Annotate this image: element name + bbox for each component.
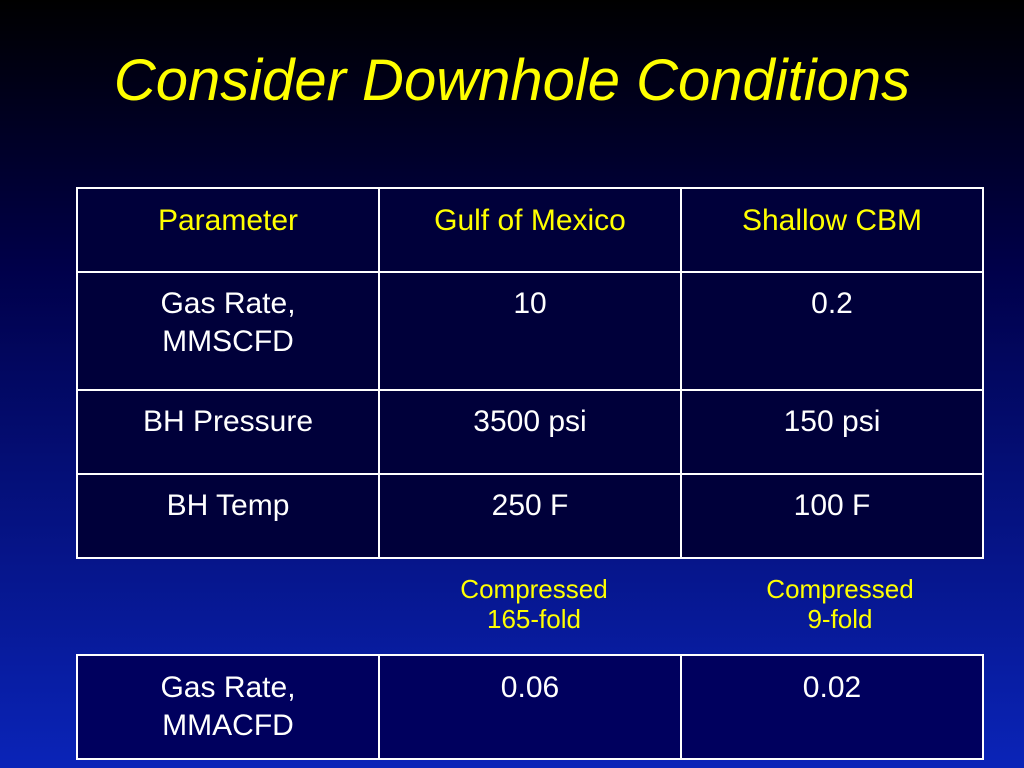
actual-rate-table — [76, 654, 984, 760]
table-row-gas-rate-actual — [77, 655, 983, 759]
cell-cbm-value: 100 F — [681, 474, 983, 558]
parameter-line-2: MMACFD — [162, 709, 294, 742]
header-parameter: Parameter — [77, 188, 379, 272]
compression-note-gom — [384, 574, 684, 634]
table-row-bh-pressure — [77, 390, 983, 474]
cell-parameter: BH Pressure — [77, 390, 379, 474]
header-shallow-cbm: Shallow CBM — [681, 188, 983, 272]
note-line-2: 9-fold — [807, 604, 873, 634]
parameter-line-1: Gas Rate, — [160, 671, 296, 704]
cell-gom-value: 3500 psi — [379, 390, 681, 474]
parameter-line-2: MMSCFD — [162, 325, 294, 358]
conditions-table — [76, 187, 984, 559]
parameter-line-1: Gas Rate, — [160, 287, 296, 320]
cell-parameter: BH Temp — [77, 474, 379, 558]
cell-gom-value: 10 — [379, 272, 681, 390]
compression-note-cbm — [690, 574, 990, 634]
header-gulf-of-mexico: Gulf of Mexico — [379, 188, 681, 272]
cell-parameter — [77, 272, 379, 390]
table-header-row — [77, 188, 983, 272]
table-row-gas-rate — [77, 272, 983, 390]
cell-gom-value: 250 F — [379, 474, 681, 558]
note-line-2: 165-fold — [487, 604, 581, 634]
cell-cbm-value: 0.02 — [681, 655, 983, 759]
cell-gom-value: 0.06 — [379, 655, 681, 759]
slide-title: Consider Downhole Conditions — [113, 48, 911, 113]
cell-parameter — [77, 655, 379, 759]
cell-cbm-value: 150 psi — [681, 390, 983, 474]
table-row-bh-temp — [77, 474, 983, 558]
cell-cbm-value: 0.2 — [681, 272, 983, 390]
note-line-1: Compressed — [766, 574, 914, 604]
note-line-1: Compressed — [460, 574, 608, 604]
